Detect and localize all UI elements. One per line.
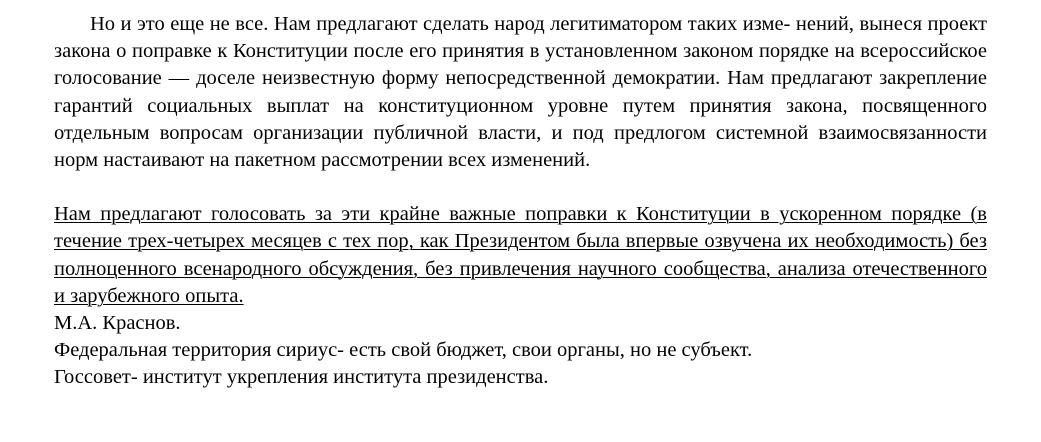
author-line: М.А. Краснов. bbox=[54, 312, 181, 335]
document-page bbox=[54, 11, 987, 392]
note-gossovet: Госсовет- институт укрепления института президенства. bbox=[54, 366, 549, 389]
note-federal-territory: Федеральная территория сириус- есть свой бюджет, свои органы, но не субъект. bbox=[54, 339, 753, 362]
paragraph-intro: Но и это еще не все. Нам предлагают сделать народ легитиматором таких изме- нений, вынеся проект закона о поправке к Конституции после его принятия в установленном законом порядке на всероссийское голосование — доселе неизвестную форму непосредственной демократии. Нам предлагают закрепление гарантий социальных выплат на конституционном уровне путем принятия закона, посвященного отдельным вопросам организации публичной власти, и под предлогом системной взаимосвязанности норм настаивают на пакетном рассмотрении всех изменений. bbox=[54, 13, 987, 172]
paragraph-underlined-quote: Нам предлагают голосовать за эти крайне важные поправки к Конституции в ускоренном порядке (в течение трех-четырех месяцев с тех пор, как Президентом была впервые озвучена их необходимость) без полноценного всенародного обсуждения, без привлечения научного сообщества, анализа отечественного и зарубежного опыта. bbox=[54, 203, 987, 307]
paragraph-spacer bbox=[54, 174, 987, 201]
